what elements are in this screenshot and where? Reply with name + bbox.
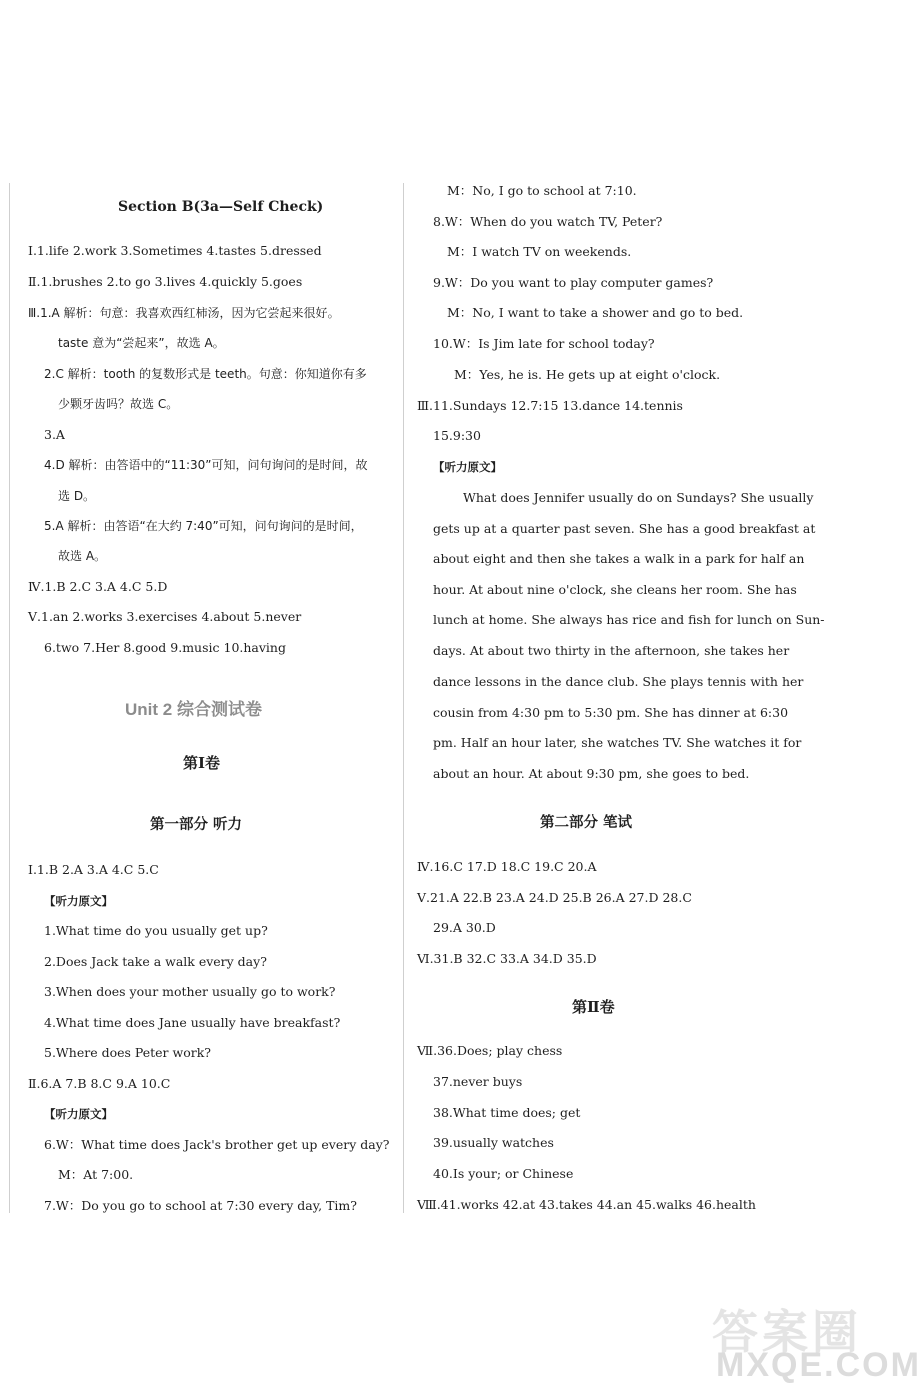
answer-line: 15.9:30 [433, 428, 481, 443]
answer-line: Ⅴ.1.an 2.works 3.exercises 4.about 5.never [28, 609, 302, 624]
volume-one-title: 第Ⅰ卷 [183, 754, 221, 772]
answer-line: taste 意为“尝起来”，故选 A。 [58, 336, 225, 350]
passage-line: days. At about two thirty in the afternoon, she takes her [433, 643, 790, 658]
answer-line: Ⅵ.31.B 32.C 33.A 34.D 35.D [417, 951, 597, 966]
passage-line: pm. Half an hour later, she watches TV. She watches it for [433, 735, 802, 750]
script-line: 4.What time does Jane usually have breakfast? [44, 1015, 341, 1030]
script-line: 7.W：Do you go to school at 7:30 every day, Tim? [44, 1198, 357, 1213]
center-column-rule [403, 183, 404, 1213]
passage-line: dance lessons in the dance club. She plays tennis with her [433, 674, 804, 689]
watermark [712, 1296, 921, 1384]
answer-line: 故选 A。 [58, 549, 107, 563]
passage-line: lunch at home. She always has rice and fish for lunch on Sun- [433, 612, 825, 627]
answer-line: 29.A 30.D [433, 920, 496, 935]
passage-line: gets up at a quarter past seven. She has a good breakfast at [433, 521, 816, 536]
answer-line: 3.A [44, 427, 65, 442]
answer-line: Ⅶ.36.Does; play chess [417, 1043, 563, 1058]
script-line: M：I watch TV on weekends. [447, 244, 632, 259]
answer-line: Ⅲ.1.A 解析：句意：我喜欢西红柿汤，因为它尝起来很好。 [28, 306, 340, 320]
left-column [28, 170, 398, 1220]
answer-line: 2.C 解析：tooth 的复数形式是 teeth。句意：你知道你有多 [44, 367, 367, 381]
listening-script-tag: 【听力原文】 [433, 460, 502, 474]
listening-script-tag: 【听力原文】 [44, 894, 113, 908]
answer-line: 5.A 解析：由答语“在大约 7:40”可知，问句询问的是时间， [44, 519, 363, 533]
script-line: M：No, I want to take a shower and go to bed. [447, 305, 744, 320]
part-two-title: 第二部分 笔试 [540, 814, 633, 831]
script-line: 9.W：Do you want to play computer games? [433, 275, 714, 290]
answer-line: Ⅳ.16.C 17.D 18.C 19.C 20.A [417, 859, 597, 874]
passage-line: What does Jennifer usually do on Sundays? She usually [463, 490, 814, 505]
answer-line: Ⅷ.41.works 42.at 43.takes 44.an 45.walks 46.health [417, 1197, 756, 1212]
answer-line: 37.never buys [433, 1074, 523, 1089]
script-line: 8.W：When do you watch TV, Peter? [433, 214, 663, 229]
passage-line: about eight and then she takes a walk in a park for half an [433, 551, 805, 566]
answer-line: 4.D 解析：由答语中的“11:30”可知，问句询问的是时间，故 [44, 458, 368, 472]
answer-line: Ⅴ.21.A 22.B 23.A 24.D 25.B 26.A 27.D 28.C [417, 890, 692, 905]
left-column-rule [9, 183, 10, 1213]
script-line: 3.When does your mother usually go to work? [44, 984, 336, 999]
part-one-title: 第一部分 听力 [150, 816, 243, 833]
volume-two-title: 第Ⅱ卷 [572, 998, 615, 1016]
passage-line: cousin from 4:30 pm to 5:30 pm. She has dinner at 6:30 [433, 705, 789, 720]
script-line: 2.Does Jack take a walk every day? [44, 954, 267, 969]
unit-title: Unit 2 综合测试卷 [125, 700, 262, 719]
answer-line: Ⅰ.1.life 2.work 3.Sometimes 4.tastes 5.dressed [28, 243, 322, 258]
answer-line: Ⅱ.1.brushes 2.to go 3.lives 4.quickly 5.goes [28, 274, 303, 289]
answer-line: 39.usually watches [433, 1135, 554, 1150]
watermark-site-text: MXQE.COM [716, 1346, 921, 1384]
right-column [417, 170, 825, 1220]
script-line: 6.W：What time does Jack's brother get up every day? [44, 1137, 390, 1152]
answer-line: Ⅰ.1.B 2.A 3.A 4.C 5.C [28, 862, 159, 877]
passage-line: about an hour. At about 9:30 pm, she goes to bed. [433, 766, 750, 781]
script-line: M：No, I go to school at 7:10. [447, 183, 637, 198]
answer-line: 40.Is your; or Chinese [433, 1166, 574, 1181]
answer-line: 少颗牙齿吗？故选 C。 [58, 397, 179, 411]
answer-line: 选 D。 [58, 489, 96, 503]
passage-line: hour. At about nine o'clock, she cleans her room. She has [433, 582, 797, 597]
watermark-logo-text: 答案圈 [712, 1306, 862, 1358]
script-line: 1.What time do you usually get up? [44, 923, 268, 938]
answer-line: Ⅲ.11.Sundays 12.7:15 13.dance 14.tennis [417, 398, 683, 413]
answer-line: 6.two 7.Her 8.good 9.music 10.having [44, 640, 286, 655]
answer-line: Ⅳ.1.B 2.C 3.A 4.C 5.D [28, 579, 168, 594]
script-line: 5.Where does Peter work? [44, 1045, 211, 1060]
listening-script-tag: 【听力原文】 [44, 1107, 113, 1121]
script-line: 10.W：Is Jim late for school today? [433, 336, 655, 351]
answer-line: Ⅱ.6.A 7.B 8.C 9.A 10.C [28, 1076, 171, 1091]
script-line: M：At 7:00. [58, 1167, 134, 1182]
script-line: M：Yes, he is. He gets up at eight o'clock. [454, 367, 721, 382]
answer-line: 38.What time does; get [433, 1105, 581, 1120]
section-title: Section B(3a—Self Check) [118, 199, 324, 215]
